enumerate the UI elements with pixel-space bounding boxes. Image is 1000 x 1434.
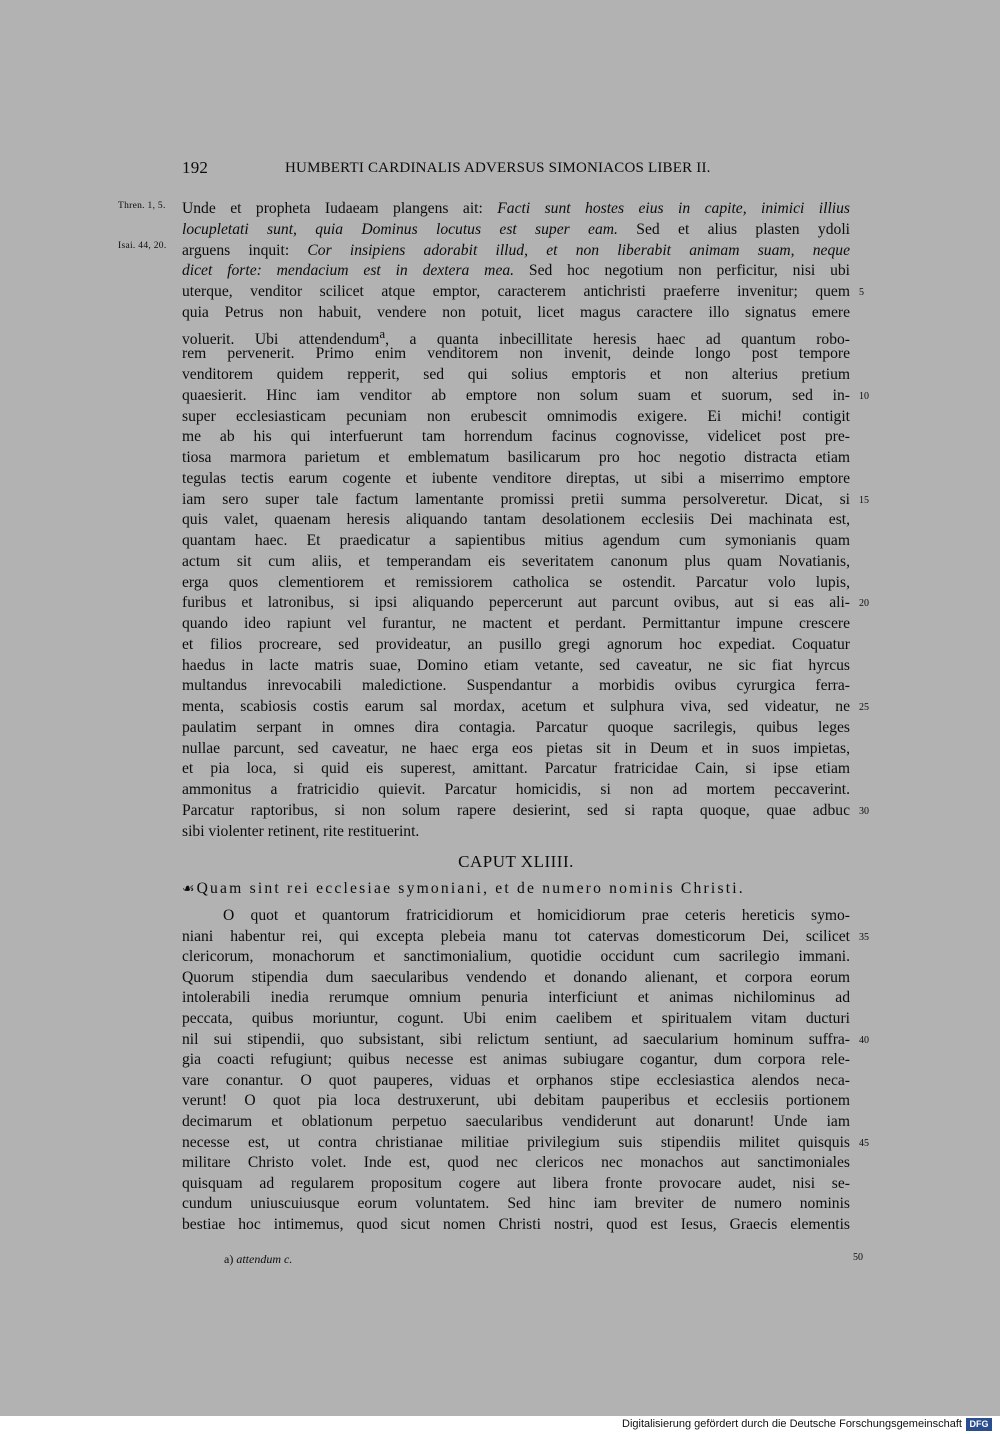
text-line: furibus et latronibus, si ipsi aliquando pepercerunt aut parcunt ovibus, aut si eas ali- bbox=[182, 594, 850, 612]
text-line: tiosa marmora parietum et emblematum basilicarum pro hoc negotio distracta etiam bbox=[182, 449, 850, 466]
text-line: uterque, venditor scilicet atque emptor, caracterem antichristi praeferre invenitur; quem bbox=[182, 283, 850, 300]
footnote-text: attendum c. bbox=[236, 1252, 293, 1266]
margin-reference: Thren. 1, 5. bbox=[118, 201, 166, 211]
text-line: decimarum et oblationum perpetuo saecularibus vendiderunt aut donarunt! Unde iam bbox=[182, 1113, 850, 1130]
footer-bar bbox=[0, 1416, 1000, 1434]
text-line: necesse est, ut contra christianae militiae privilegium suis stipendiis militet quisquis bbox=[182, 1133, 850, 1151]
chapter-summary-text: Quam sint rei ecclesiae symoniani, et de numero nominis Christi. bbox=[196, 880, 745, 897]
text-line: sibi violenter retinent, rite restituerint. bbox=[182, 822, 420, 840]
line-number: 5 bbox=[859, 287, 864, 298]
page-number: 192 bbox=[182, 158, 209, 177]
text-line: O quot et quantorum fratricidiorum et homicidiorum prae ceteris hereticis symo- bbox=[223, 907, 850, 924]
text-line: iam sero super tale factum lamentante promissi pretii summa persolveretur. Dicat, si bbox=[182, 490, 850, 508]
text-line: et filios procreare, sed provideatur, an pusillo gregi agnorum hoc expediat. Coquatur bbox=[182, 635, 850, 653]
text-line: erga quos clementiorem et remissiorem catholica se ostendit. Parcatur volo lupis, bbox=[182, 573, 850, 591]
margin-reference: Isai. 44, 20. bbox=[118, 241, 167, 251]
text-line: niani habentur rei, qui excepta plebeia manu tot catervas domesticorum Dei, scilicet bbox=[182, 927, 850, 945]
text-line: multandus inrevocabili maledictione. Suspendantur a morbidis ovibus cyrurgica ferra- bbox=[182, 677, 850, 695]
text-line: quia Petrus non habuit, vendere non potuit, licet magus caractere illo signatus emere bbox=[182, 303, 850, 321]
text-line: voluerit. Ubi attendendum$^a$, a quanta inbecillitate heresis haec ad quantum robo- bbox=[182, 325, 850, 348]
line-number: 10 bbox=[859, 390, 869, 402]
text-line: paulatim serpant in omnes dira contagia. Parcatur quoque sacrilegis, quibus leges bbox=[182, 718, 850, 736]
text-line: verunt! O quot pia loca destruxerunt, ubi debitam pauperibus et ecclesiis portionem bbox=[182, 1092, 850, 1110]
line-number: 45 bbox=[859, 1137, 869, 1149]
line-number: 40 bbox=[859, 1034, 869, 1046]
dfg-logo-icon: DFG bbox=[966, 1418, 992, 1431]
text-line: quis valet, quaenam heresis aliquando tantam desolationem ecclesiis Dei machinata est, bbox=[182, 511, 850, 529]
line-number: 35 bbox=[859, 931, 869, 943]
funding-credit: Digitalisierung gefördert durch die Deutsche Forschungsgemeinschaft bbox=[622, 1418, 962, 1430]
text-line: quaesierit. Hinc iam venditor ab emptore non solum suam et suorum, sed in- bbox=[182, 386, 850, 404]
chapter-title: CAPUT XLIIII. bbox=[458, 852, 574, 871]
running-title: HUMBERTI CARDINALIS ADVERSUS SIMONIACOS LIBER II. bbox=[285, 160, 711, 176]
footnote-mark: a) bbox=[224, 1252, 234, 1266]
paragraph-mark-icon: ☙ bbox=[182, 882, 195, 897]
line-number: 25 bbox=[859, 702, 869, 713]
text-line: Unde et propheta Iudaeam plangens ait: Facti sunt hostes eius in capite, inimici illius bbox=[182, 200, 850, 217]
text-line: militare Christo volet. Inde est, quod nec clericos nec monachos aut sanctimoniales bbox=[182, 1154, 850, 1172]
text-line: quantam haec. Et praedicatur a sapientibus mitius agendum cum symonianis quam bbox=[182, 532, 850, 549]
footnote-line-number: 50 bbox=[853, 1252, 863, 1263]
text-line: tegulas tectis earum cogente et iubente venditore direptas, ut sibi a miserrimo emptore bbox=[182, 469, 850, 487]
text-line: nullae parcunt, sed caveatur, ne haec erga eos pietas sit in Deum et in suos impietas, bbox=[182, 739, 850, 757]
text-line: et pia loca, si quid eis superest, amittant. Parcatur fratricidae Cain, si ipse etiam bbox=[182, 760, 850, 778]
chapter-summary bbox=[182, 880, 850, 898]
text-line: gia coacti refugiunt; quibus necesse est animas subiugare cogantur, dum corpora rele- bbox=[182, 1051, 850, 1069]
text-line: quisquam ad regularem propositum cogere aut libera fronte provocare audet, nisi se- bbox=[182, 1174, 850, 1192]
text-line: vare conantur. O quot pauperes, viduas et orphanos stipe ecclesiastica alendos neca- bbox=[182, 1071, 850, 1089]
text-line: Quorum stipendia dum saecularibus vendendo et donando alienant, et corpora eorum bbox=[182, 968, 850, 986]
text-line: dicet forte: mendacium est in dextera mea. Sed hoc negotium non perficitur, nisi ubi bbox=[182, 262, 850, 280]
text-line: haedus in lacte matris suae, Domino etiam vetante, sed caveatur, ne sic fiat hyrcus bbox=[182, 656, 850, 674]
text-line: super ecclesiasticam pecuniam non erubescit omnimodis exigere. Ei michi! contigit bbox=[182, 407, 850, 425]
line-number: 15 bbox=[859, 494, 869, 506]
text-line: me ab his qui interfuerunt tam horrendum facinus cognovisse, videlicet post pre- bbox=[182, 428, 850, 446]
text-line: clericorum, monachorum et sanctimonialium, quotidie occidunt cum sacrilegio immani. bbox=[182, 948, 850, 966]
footnote bbox=[224, 1252, 292, 1267]
text-line: arguens inquit: Cor insipiens adorabit illud, et non liberabit animam suam, neque bbox=[182, 241, 850, 259]
text-line: locupletati sunt, quia Dominus locutus est super eam. Sed et alius plasten ydoli bbox=[182, 220, 850, 238]
text-line: nil sui stipendii, quo subsistant, sibi relictum sentiunt, ad saecularium hominum suffra- bbox=[182, 1030, 850, 1048]
text-line: peccata, quibus moriuntur, cogunt. Ubi enim caelibem et spiritualem vitam ducturi bbox=[182, 1010, 850, 1027]
text-line: Parcatur raptoribus, si non solum rapere desierint, sed si rapta quoque, quae adbuc bbox=[182, 801, 850, 819]
text-line: venditorem quidem repperit, sed qui solius emptoris et non alterius pretium bbox=[182, 366, 850, 383]
text-line: ammonitus a fratricidio quievit. Parcatur homicidis, si non ad mortem peccaverint. bbox=[182, 781, 850, 798]
text-line: intolerabili inedia rerumque omnium penuria interficiunt et animas nichilominus ad bbox=[182, 989, 850, 1007]
line-number: 20 bbox=[859, 598, 869, 610]
text-line: actum sit cum aliis, et temperandam eis severitatem canonum plus quam Novatianis, bbox=[182, 552, 850, 570]
text-line: rem pervenerit. Primo enim venditorem non invenit, deinde longo post tempore bbox=[182, 345, 850, 363]
line-number: 30 bbox=[859, 805, 869, 817]
text-line: quando ideo rapiunt vel furantur, ne mactent et perdant. Permittantur impune crescere bbox=[182, 615, 850, 632]
text-line: menta, scabiosis costis earum sal mordax, acetum et sulphura viva, sed videatur, ne bbox=[182, 698, 850, 715]
text-line: bestiae hoc intimemus, quod sicut nomen Christi nostri, quod est Iesus, Graecis elementis bbox=[182, 1216, 850, 1233]
text-line: cundum uniuscuiusque eorum voluntatem. Sed hinc iam breviter de numero nominis bbox=[182, 1195, 850, 1213]
